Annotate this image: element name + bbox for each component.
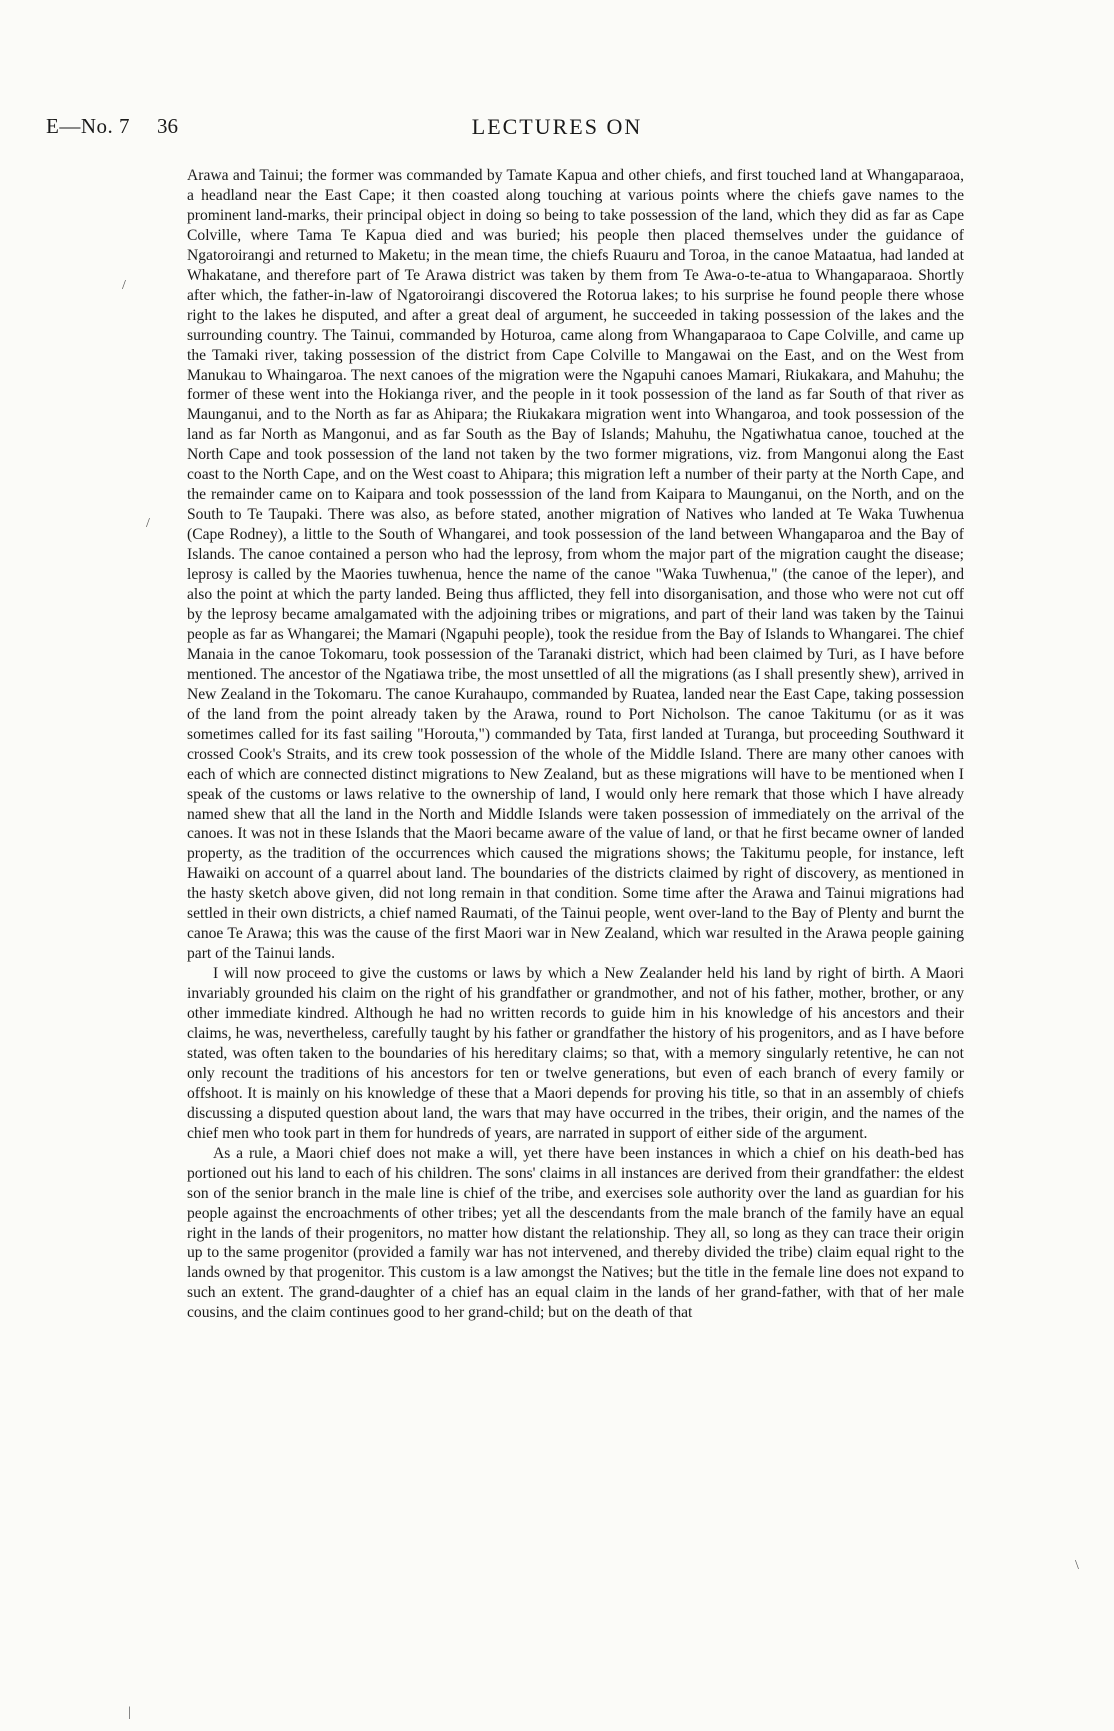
paragraph: Arawa and Tainui; the former was commanded by Tamate Kapua and other chiefs, and first touched land at Whangaparaoa, a headland near the East Cape; it then coasted along touching at various points where the chiefs gave names to the prominent land-marks, their principal object in doing so being to take possession of the land, which they did as far as Cape Colville, where Tama Te Kapua died and was buried; his people then placed themselves under the guidance of Ngatoroirangi and returned to Maketu; in the mean time, the chiefs Ruauru and Toroa, in the canoe Mataatua, had landed at Whakatane, and therefore part of Te Arawa district was taken by them from Te Awa-o-te-atua to Whangaparaoa. Shortly after which, the father-in-law of Ngatoroirangi discovered the Rotorua lakes; to his surprise he found people there whose right to the lakes he disputed, and after a great deal of argument, he succeeded in taking possession of the lakes and the surrounding country. The Tainui, commanded by Hoturoa, came along from Whangaparaoa to Cape Colville, and came up the Tamaki river, taking possession of the district from Cape Colville to Mangawai on the East, and on the West from Manukau to Whaingaroa. The next canoes of the migration were the Ngapuhi canoes Mamari, Riukakara, and Mahuhu; the former of these went into the Hokianga river, and the people in it took possession of the land as far South of that river as Maunganui, and to the North as far as Ahipara; the Riukakara migration went into Whangaroa, and took possession of the land as far North as Mangonui, and as far South as the Bay of Islands; Mahuhu, the Ngatiwhatua canoe, touched at the North Cape and took possession of the land not taken by the two former migrations, viz. from Mangonui along the East coast to the North Cape, and on the West coast to Ahipara; this migration left a number of their party at the North Cape, and the remainder came on to Kaipara and took possesssion of the land from Kaipara to Maunganui, on the North, and on the South to Te Taupaki. There was also, as before stated, another migration of Natives who landed at Te Waka Tuwhenua (Cape Rodney), a little to the South of Whangarei, and took possession of the land between Whangaparoa and the Bay of Islands. The canoe contained a person who had the leprosy, from whom the major part of the migration caught the disease; leprosy is called by the Maories tuwhenua, hence the name of the canoe "Waka Tuwhenua," (the canoe of the leper), and also the point at which the party landed. Being thus afflicted, they fell into disorganisation, and those who were not cut off by the leprosy became amalgamated with the adjoining tribes or migrations, and part of their land was taken by the Tainui people as far as Whangarei; the Mamari (Ngapuhi people), took the residue from the Bay of Islands to Whangarei. The chief Manaia in the canoe Tokomaru, took possession of the Taranaki district, which had been claimed by Turi, as I have before mentioned. The ancestor of the Ngatiawa tribe, the most unsettled of all the migrations (as I shall presently shew), arrived in New Zealand in the Tokomaru. The canoe Kurahaupo, commanded by Ruatea, landed near the East Cape, taking possession of the land from the point already taken by the Arawa, round to Port Nicholson. The canoe Takitumu (or as it was sometimes called for its fast sailing "Horouta,") commanded by Tata, first landed at Turanga, but proceeding Southward it crossed Cook's Straits, and its crew took possession of the whole of the Middle Island. There are many other canoes with each of which are connected distinct migrations to New Zealand, but as these migrations will have to be mentioned when I speak of the customs or laws relative to the ownership of land, I would only here remark that those which I have already named shew that all the land in the North and Middle Islands were taken possession of immediately on the arrival of the canoes. It was not in these Islands that the Maori became aware of the value of land, or that he first became owner of landed property, as the tradition of the occurrences which caused the migrations shows; the Takitumu people, for instance, left Hawaiki on account of a quarrel about land. The boundaries of the districts claimed by right of discovery, as mentioned in the hasty sketch above given, did not long remain in that condition. Some time after the Arawa and Tainui migrations had settled in their own districts, a chief named Raumati, of the Tainui people, went over-land to the Bay of Plenty and burnt the canoe Te Arawa; this was the cause of the first Maori war in New Zealand, which war resulted in the Arawa people gaining part of the Tainui lands. [187, 167, 964, 963]
running-title: LECTURES ON [471, 114, 643, 139]
margin-mark-bottom: | [128, 1705, 131, 1720]
margin-mark-left: / [122, 278, 126, 293]
body-text [187, 166, 964, 1323]
document-reference: E—No. 7 [46, 114, 130, 138]
margin-mark-left-lower: / [146, 516, 150, 531]
margin-mark-right: \ [1075, 1558, 1079, 1573]
page-number: 36 [157, 114, 178, 138]
paragraph: I will now proceed to give the customs or laws by which a New Zealander held his land by right of birth. A Maori invariably grounded his claim on the right of his grandfather or grandmother, and not of his father, mother, brother, or any other immediate kindred. Although he had no written records to guide him in his knowledge of his ancestors and their claims, he was, nevertheless, carefully taught by his father or grandfather the history of his progenitors, and as I have before stated, was often taken to the boundaries of his hereditary claims; so that, with a memory singularly retentive, he can not only recount the traditions of his ancestors for ten or twelve generations, but even of each branch of every family or offshoot. It is mainly on his knowledge of these that a Maori depends for proving his title, so that in an assembly of chiefs discussing a disputed question about land, the wars that may have occurred in the tribes, their origin, and the names of the chief men who took part in them for hundreds of years, are narrated in support of either side of the argument. [187, 965, 964, 1142]
page-header [0, 114, 1114, 148]
paragraph: As a rule, a Maori chief does not make a will, yet there have been instances in which a chief on his death-bed has portioned out his land to each of his children. The sons' claims in all instances are derived from their grandfather: the eldest son of the senior branch in the male line is chief of the tribe, and exercises sole authority over the land as guardian for his people against the encroachments of other tribes; yet all the descendants from the male branch of the family have an equal right in the lands of their progenitors, no matter how distant the relationship. They all, so long as they can trace their origin up to the same progenitor (provided a family war has not intervened, and thereby divided the tribe) claim equal right to the lands owned by that progenitor. This custom is a law amongst the Natives; but the title in the female line does not expand to such an extent. The grand-daughter of a chief has an equal claim in the lands of her grand-father, with that of her male cousins, and the claim continues good to her grand-child; but on the death of that [187, 1144, 964, 1322]
